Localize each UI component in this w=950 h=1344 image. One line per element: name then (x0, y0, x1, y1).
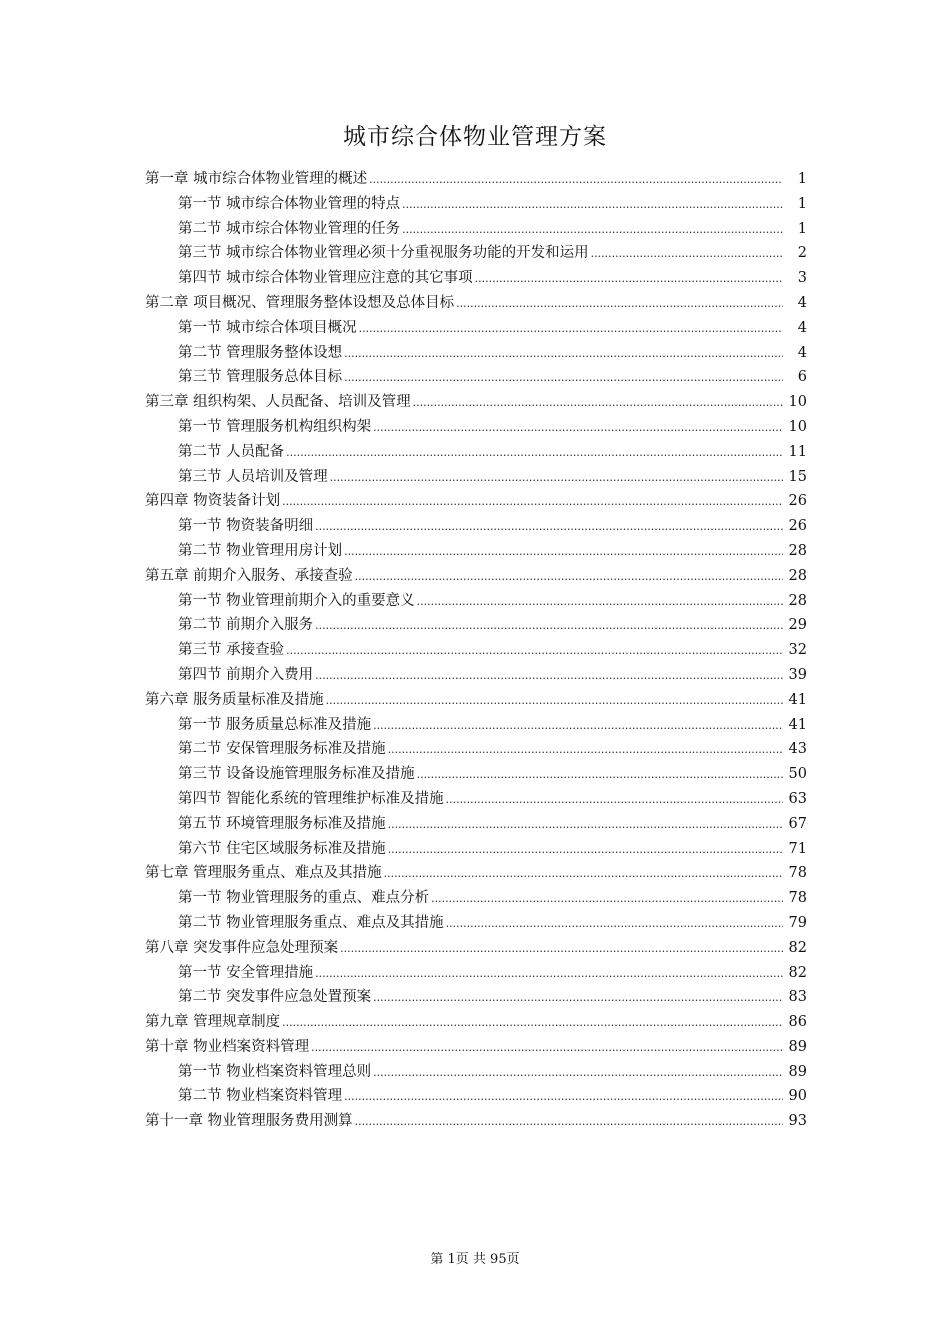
toc-chapter-entry[interactable] (145, 167, 807, 192)
toc-chapter-entry[interactable] (145, 861, 807, 886)
toc-dot-leader (344, 1088, 783, 1104)
toc-page-number: 2 (797, 245, 807, 262)
toc-chapter-entry[interactable] (145, 1010, 807, 1035)
toc-dot-leader (344, 345, 783, 361)
toc-dot-leader (446, 915, 783, 931)
toc-section-entry[interactable] (145, 192, 807, 217)
toc-page-number: 89 (788, 1063, 807, 1080)
toc-entry-label: 第七章 管理服务重点、难点及其措施 (145, 865, 382, 882)
toc-entry-label: 第一节 管理服务机构组织构架 (178, 418, 372, 435)
toc-dot-leader (417, 766, 783, 782)
toc-entry-label: 第三节 承接查验 (178, 642, 285, 659)
toc-entry-label: 第十章 物业档案资料管理 (145, 1038, 310, 1055)
table-of-contents (145, 167, 807, 1134)
toc-dot-leader (431, 890, 783, 906)
toc-entry-label: 第八章 突发事件应急处理预案 (145, 939, 339, 956)
toc-dot-leader (355, 1113, 783, 1129)
toc-section-entry[interactable] (145, 911, 807, 936)
toc-section-entry[interactable] (145, 713, 807, 738)
toc-entry-label: 第二节 安保管理服务标准及措施 (178, 741, 386, 758)
toc-entry-label: 第四节 智能化系统的管理维护标准及措施 (178, 790, 444, 807)
toc-page-number: 28 (788, 592, 807, 609)
toc-page-number: 83 (788, 989, 807, 1006)
document-title: 城市综合体物业管理方案 (343, 124, 607, 150)
toc-section-entry[interactable] (145, 514, 807, 539)
toc-dot-leader (344, 369, 783, 385)
toc-chapter-entry[interactable] (145, 564, 807, 589)
toc-entry-label: 第三节 管理服务总体目标 (178, 369, 343, 386)
toc-dot-leader (355, 568, 783, 584)
toc-entry-label: 第一节 安全管理措施 (178, 964, 314, 981)
toc-page-number: 4 (797, 294, 807, 311)
toc-chapter-entry[interactable] (145, 291, 807, 316)
toc-entry-label: 第三章 组织构架、人员配备、培训及管理 (145, 394, 411, 411)
toc-dot-leader (417, 593, 783, 609)
toc-entry-label: 第一节 物业管理服务的重点、难点分析 (178, 890, 430, 907)
toc-page-number: 10 (788, 418, 807, 435)
toc-page-number: 93 (788, 1113, 807, 1130)
toc-entry-label: 第四章 物资装备计划 (145, 493, 281, 510)
toc-dot-leader (413, 394, 783, 410)
toc-dot-leader (315, 667, 783, 683)
page-footer: 第 1页 共 95页 (430, 1252, 520, 1267)
toc-section-entry[interactable] (145, 241, 807, 266)
toc-section-entry[interactable] (145, 787, 807, 812)
toc-entry-label: 第一节 城市综合体项目概况 (178, 319, 357, 336)
toc-dot-leader (326, 692, 783, 708)
toc-dot-leader (369, 171, 783, 187)
toc-page-number: 82 (788, 939, 807, 956)
toc-chapter-entry[interactable] (145, 688, 807, 713)
toc-section-entry[interactable] (145, 638, 807, 663)
toc-entry-label: 第一节 服务质量总标准及措施 (178, 716, 372, 733)
toc-entry-label: 第二节 突发事件应急处置预案 (178, 989, 372, 1006)
toc-section-entry[interactable] (145, 886, 807, 911)
toc-chapter-entry[interactable] (145, 1109, 807, 1134)
toc-page-number: 43 (788, 741, 807, 758)
toc-section-entry[interactable] (145, 465, 807, 490)
toc-page-number: 78 (788, 890, 807, 907)
toc-entry-label: 第五节 环境管理服务标准及措施 (178, 815, 386, 832)
toc-page-number: 10 (788, 394, 807, 411)
toc-dot-leader (311, 1039, 783, 1055)
toc-section-entry[interactable] (145, 812, 807, 837)
toc-page-number: 67 (788, 815, 807, 832)
toc-entry-label: 第三节 人员培训及管理 (178, 468, 328, 485)
toc-entry-label: 第二章 项目概况、管理服务整体设想及总体目标 (145, 294, 455, 311)
toc-chapter-entry[interactable] (145, 390, 807, 415)
toc-page-number: 90 (788, 1088, 807, 1105)
toc-dot-leader (315, 518, 783, 534)
toc-page-number: 71 (788, 840, 807, 857)
toc-page-number: 1 (797, 195, 807, 212)
toc-dot-leader (373, 1064, 783, 1080)
toc-dot-leader (384, 865, 783, 881)
toc-entry-label: 第一节 物资装备明细 (178, 518, 314, 535)
toc-section-entry[interactable] (145, 589, 807, 614)
toc-dot-leader (456, 295, 783, 311)
toc-page-number: 29 (788, 617, 807, 634)
toc-page-number: 89 (788, 1038, 807, 1055)
toc-dot-leader (388, 816, 783, 832)
toc-section-entry[interactable] (145, 341, 807, 366)
toc-entry-label: 第一节 城市综合体物业管理的特点 (178, 195, 401, 212)
toc-dot-leader (402, 196, 783, 212)
toc-entry-label: 第五章 前期介入服务、承接查验 (145, 567, 353, 584)
toc-chapter-entry[interactable] (145, 1035, 807, 1060)
toc-dot-leader (282, 493, 783, 509)
toc-section-entry[interactable] (145, 663, 807, 688)
toc-page-number: 63 (788, 790, 807, 807)
toc-entry-label: 第二节 管理服务整体设想 (178, 344, 343, 361)
toc-dot-leader (591, 245, 783, 261)
toc-section-entry[interactable] (145, 217, 807, 242)
toc-page-number: 3 (797, 270, 807, 287)
toc-dot-leader (373, 717, 783, 733)
toc-dot-leader (340, 940, 783, 956)
toc-dot-leader (388, 741, 783, 757)
toc-entry-label: 第一节 物业管理前期介入的重要意义 (178, 592, 415, 609)
toc-section-entry[interactable] (145, 316, 807, 341)
toc-entry-label: 第三节 设备设施管理服务标准及措施 (178, 766, 415, 783)
toc-dot-leader (475, 270, 783, 286)
toc-section-entry[interactable] (145, 415, 807, 440)
toc-page-number: 28 (788, 567, 807, 584)
toc-section-entry[interactable] (145, 1060, 807, 1085)
toc-dot-leader (373, 419, 783, 435)
toc-section-entry[interactable] (145, 440, 807, 465)
toc-dot-leader (373, 989, 783, 1005)
toc-dot-leader (282, 1014, 783, 1030)
toc-dot-leader (315, 617, 783, 633)
toc-page-number: 39 (788, 666, 807, 683)
toc-page-number: 41 (788, 691, 807, 708)
toc-dot-leader (402, 221, 783, 237)
toc-section-entry[interactable] (145, 266, 807, 291)
toc-section-entry[interactable] (145, 961, 807, 986)
toc-dot-leader (286, 642, 783, 658)
toc-page-number: 82 (788, 964, 807, 981)
toc-entry-label: 第三节 城市综合体物业管理必须十分重视服务功能的开发和运用 (178, 245, 589, 262)
toc-chapter-entry[interactable] (145, 489, 807, 514)
toc-page-number: 28 (788, 542, 807, 559)
toc-entry-label: 第一章 城市综合体物业管理的概述 (145, 171, 368, 187)
toc-section-entry[interactable] (145, 837, 807, 862)
toc-dot-leader (446, 791, 783, 807)
toc-page-number: 79 (788, 914, 807, 931)
toc-page-number: 26 (788, 493, 807, 510)
toc-chapter-entry[interactable] (145, 936, 807, 961)
toc-page-number: 6 (797, 369, 807, 386)
toc-page-number: 50 (788, 766, 807, 783)
toc-dot-leader (388, 841, 783, 857)
toc-page-number: 32 (788, 642, 807, 659)
toc-section-entry[interactable] (145, 539, 807, 564)
toc-section-entry[interactable] (145, 1084, 807, 1109)
toc-page-number: 41 (788, 716, 807, 733)
toc-entry-label: 第二节 城市综合体物业管理的任务 (178, 220, 401, 237)
toc-section-entry[interactable] (145, 613, 807, 638)
toc-page-number: 1 (797, 171, 807, 187)
toc-dot-leader (359, 320, 783, 336)
toc-entry-label: 第四节 城市综合体物业管理应注意的其它事项 (178, 270, 473, 287)
toc-entry-label: 第二节 物业管理服务重点、难点及其措施 (178, 914, 444, 931)
toc-dot-leader (330, 469, 783, 485)
toc-entry-label: 第四节 前期介入费用 (178, 666, 314, 683)
toc-entry-label: 第二节 物业档案资料管理 (178, 1088, 343, 1105)
toc-page-number: 11 (788, 443, 807, 460)
toc-page-number: 78 (788, 865, 807, 882)
toc-page-number: 4 (797, 319, 807, 336)
toc-dot-leader (344, 543, 783, 559)
toc-section-entry[interactable] (145, 737, 807, 762)
toc-page-number: 26 (788, 518, 807, 535)
toc-section-entry[interactable] (145, 365, 807, 390)
toc-page-number: 4 (797, 344, 807, 361)
toc-entry-label: 第六章 服务质量标准及措施 (145, 691, 324, 708)
toc-entry-label: 第一节 物业档案资料管理总则 (178, 1063, 372, 1080)
toc-entry-label: 第二节 人员配备 (178, 443, 285, 460)
toc-page-number: 1 (797, 220, 807, 237)
toc-entry-label: 第九章 管理规章制度 (145, 1014, 281, 1031)
toc-entry-label: 第二节 物业管理用房计划 (178, 542, 343, 559)
toc-entry-label: 第六节 住宅区域服务标准及措施 (178, 840, 386, 857)
toc-entry-label: 第十一章 物业管理服务费用测算 (145, 1113, 353, 1130)
toc-section-entry[interactable] (145, 985, 807, 1010)
toc-page-number: 15 (788, 468, 807, 485)
toc-page-number: 86 (788, 1014, 807, 1031)
toc-entry-label: 第二节 前期介入服务 (178, 617, 314, 634)
toc-dot-leader (286, 444, 783, 460)
toc-dot-leader (315, 965, 783, 981)
toc-section-entry[interactable] (145, 762, 807, 787)
